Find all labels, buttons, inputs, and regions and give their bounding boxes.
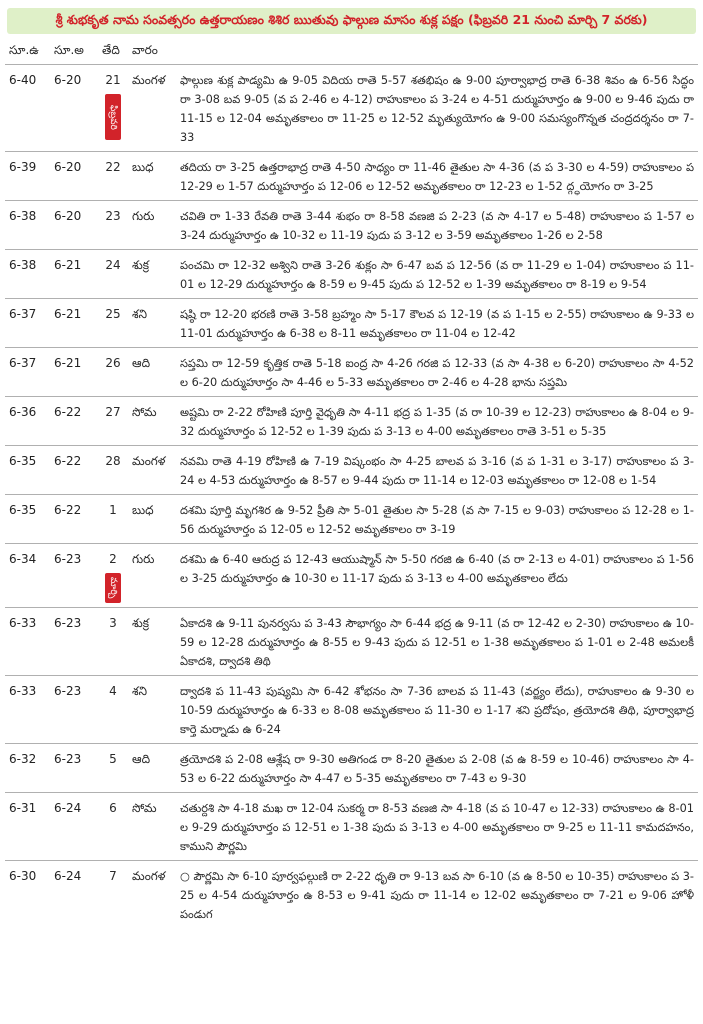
details-cell: చతుర్దశి సా 4-18 మఖ రా 12-04 సుకర్మ రా 8-53 వణజి సా 4-18 (వ ప 10-47 ల 12-33) రాహుకాలం ఉ 8-01 ల 9-29 దుర్ముహూర్తం ప 12-51 ల 1-38 పుదు ప 3-13 ల 4-00 అమృతకాలం రా 9-25 ల 11-11 కామదహనం, కాముని పౌర్ణమి [172,793,698,861]
sunrise-time: 6-31 [5,793,50,861]
sunrise-time: 6-34 [5,544,50,608]
table-row [5,397,698,446]
date-number: 25 [105,307,121,321]
sunset-time: 6-22 [50,397,98,446]
date-cell [98,299,128,348]
date-cell [98,446,128,495]
sunset-time: 6-20 [50,65,98,152]
sunset-time: 6-22 [50,446,98,495]
sunrise-time: 6-35 [5,495,50,544]
sunrise-time: 6-33 [5,676,50,744]
sunrise-time: 6-30 [5,861,50,929]
date-cell [98,250,128,299]
col-sunset: సూ.అ [54,42,84,57]
table-row [5,446,698,495]
weekday-cell: గురు [128,544,172,608]
weekday-cell: గురు [128,201,172,250]
details-cell: ఏకాదశి ఉ 9-11 పునర్వసు ప 3-43 సౌభాగ్యం సా 6-44 భద్ర ఉ 9-11 (వ రా 12-42 ల 2-30) రాహుకాలం ఉ 10-59 ల 12-28 దుర్ముహూర్తం ఉ 8-55 ల 9-43 పుదు ప 12-51 ల 1-38 అమృతకాలం ప 1-01 ల 2-48 అమలకీ ఏకాదశి, ద్వాదశి తిథి [172,608,698,676]
sunset-time: 6-20 [50,152,98,201]
table-row [5,152,698,201]
details-cell: సప్తమి రా 12-59 కృత్తిక రాతె 5-18 ఐంద్ర సా 4-26 గరజి ప 12-33 (వ సా 4-38 ల 6-20) రాహుకాలం సా 4-52 ల 6-20 దుర్ముహూర్తం సా 4-46 ల 5-33 అమృతకాలం రా 2-46 ల 4-28 భాను సప్తమి [172,348,698,397]
date-cell [98,676,128,744]
sunrise-time: 6-35 [5,446,50,495]
date-number: 5 [109,752,117,766]
date-cell [98,152,128,201]
sunset-time: 6-21 [50,299,98,348]
date-cell [98,861,128,929]
weekday-cell: మంగళ [128,861,172,929]
details-cell: ○ పౌర్ణమి సా 6-10 పూర్వఫల్గుణి రా 2-22 ధృతి రా 9-13 బవ సా 6-10 (వ ఉ 8-50 ల 10-35) రాహుకాలం ప 3-25 ల 4-54 దుర్ముహూర్తం ఉ 8-53 ల 9-41 పుదు రా 11-14 ల 12-02 అమృతకాలం రా 7-21 ల 9-06 హోళీ పండుగ [172,861,698,929]
weekday-cell: ఆది [128,348,172,397]
date-cell [98,65,128,152]
weekday-cell: బుధ [128,152,172,201]
weekday-cell: సోమ [128,397,172,446]
table-row [5,676,698,744]
date-number: 1 [109,503,117,517]
weekday-cell: శుక్ర [128,250,172,299]
details-cell: షష్ఠి రా 12-20 భరణి రాతె 3-58 బ్రహ్మం సా 5-17 కౌలవ ప 12-19 (వ ప 1-15 ల 2-55) రాహుకాలం ఉ 9-33 ల 11-01 దుర్ముహూర్తం ఉ 6-38 ల 8-11 అమృతకాలం రా 11-04 ల 12-42 [172,299,698,348]
date-number: 27 [105,405,121,419]
weekday-cell: సోమ [128,793,172,861]
table-row [5,495,698,544]
sunrise-time: 6-37 [5,348,50,397]
panchangam-table [5,38,698,928]
date-cell [98,397,128,446]
col-details [172,38,698,65]
sunrise-time: 6-37 [5,299,50,348]
details-cell: తదియ రా 3-25 ఉత్తరాభాద్ర రాతె 4-50 సాధ్యం రా 11-46 తైతుల సా 4-36 (వ ప 3-30 ల 4-59) రాహుకాలం ప 12-29 ల 1-57 దుర్ముహూర్తం ప 12-06 ల 12-52 అమృతకాలం రా 12-23 ల 1-52 ద్గ్ధయోగం రా 3-25 [172,152,698,201]
details-cell: పంచమి రా 12-32 అశ్విని రాతె 3-26 శుక్లం సా 6-47 బవ ప 12-56 (వ రా 11-29 ల 1-04) రాహుకాలం ప 11-01 ల 12-29 దుర్ముహూర్తం ఉ 8-59 ల 9-45 పుదు ప 12-52 ల 1-39 అమృతకాలం రా 8-19 ల 9-54 [172,250,698,299]
date-number: 22 [105,160,121,174]
table-row [5,348,698,397]
weekday-cell: బుధ [128,495,172,544]
details-cell: ఫాల్గుణ శుక్ల పాడ్యమి ఉ 9-05 విదియ రాతె 5-57 శతభిషం ఉ 9-00 పూర్వాభాద్ర రాతె 6-38 శివం ఉ 6-56 సిద్ధం రా 3-08 బవ 9-05 (వ ప 2-46 ల 4-12) రాహుకాలం ప 3-24 ల 4-51 దుర్ముహూర్తం ఉ 9-00 ల 9-46 పుదు రా 11-15 ల 12-04 అమృతకాలం రా 11-25 ల 12-52 మృత్యుయోగం ఉ 9-00 సమస్యంగొన్నత చంద్రదర్శనం రా 7-33 [172,65,698,152]
table-row [5,544,698,608]
date-number: 6 [109,801,117,815]
date-cell [98,201,128,250]
sunrise-time: 6-36 [5,397,50,446]
date-cell [98,348,128,397]
date-number: 2 [109,552,117,566]
table-row [5,608,698,676]
col-date: తేది [102,42,120,57]
weekday-cell: మంగళ [128,65,172,152]
table-row [5,201,698,250]
month-tag: ఫిబ్రవరి [105,94,121,140]
month-tag: మార్చి [105,573,121,603]
table-row [5,861,698,929]
table-row [5,299,698,348]
sunset-time: 6-21 [50,250,98,299]
date-number: 28 [105,454,121,468]
sunset-time: 6-23 [50,676,98,744]
weekday-cell: శని [128,299,172,348]
table-row [5,744,698,793]
date-number: 7 [109,869,117,883]
weekday-cell: మంగళ [128,446,172,495]
details-cell: చవితి రా 1-33 రేవతి రాతె 3-44 శుభం రా 8-58 వణజి ప 2-23 (వ సా 4-17 ల 5-48) రాహుకాలం ప 1-57 ల 3-24 దుర్ముహూర్తం ఉ 10-32 ల 11-19 పుదు ప 3-12 ల 3-59 అమృతకాలం 1-26 ల 2-58 [172,201,698,250]
col-weekday: వారం [132,42,158,57]
details-cell: అష్టమి రా 2-22 రోహిణి పూర్తి వైధృతి సా 4-11 భద్ర ప 1-35 (వ రా 10-39 ల 12-23) రాహుకాలం ఉ 8-04 ల 9-32 దుర్ముహూర్తం ప 12-52 ల 1-39 పుదు ప 3-13 ల 4-00 అమృతకాలం రాతె 3-51 ల 5-35 [172,397,698,446]
weekday-cell: శని [128,676,172,744]
date-number: 26 [105,356,121,370]
date-number: 23 [105,209,121,223]
sunset-time: 6-21 [50,348,98,397]
table-row [5,65,698,152]
sunset-time: 6-20 [50,201,98,250]
weekday-cell: శుక్ర [128,608,172,676]
date-number: 4 [109,684,117,698]
sunrise-time: 6-33 [5,608,50,676]
sunrise-time: 6-32 [5,744,50,793]
details-cell: దశమి పూర్తి మృగశిర ఉ 9-52 ప్రీతి సా 5-01 తైతుల సా 5-28 (వ సా 7-15 ల 9-03) రాహుకాలం ప 12-28 ల 1-56 దుర్ముహూర్తం ప 12-05 ల 12-52 అమృతకాలం రా 3-19 [172,495,698,544]
date-cell [98,793,128,861]
details-cell: దశమి ఉ 6-40 ఆరుద్ర ప 12-43 ఆయుష్మాన్ సా 5-50 గరజి ఉ 6-40 (వ రా 2-13 ల 4-01) రాహుకాలం ప 1-56 ల 3-25 దుర్ముహూర్తం ఉ 10-30 ల 11-17 పుదు ప 3-13 ల 4-00 అమృతకాలం లేదు [172,544,698,608]
sunset-time: 6-23 [50,544,98,608]
date-cell [98,495,128,544]
date-cell [98,744,128,793]
header-title: శ్రీ శుభకృత నామ సంవత్సరం ఉత్తరాయణం శిశిర ఋతువు ఫాల్గుణ మాసం శుక్ల పక్షం (ఫిబ్రవరి 21 నుంచి మార్చి 7 వరకు) [55,11,648,27]
col-sunrise: సూ.ఉ [9,42,39,57]
date-number: 24 [105,258,121,272]
date-number: 3 [109,616,117,630]
sunset-time: 6-23 [50,744,98,793]
table-row [5,793,698,861]
sunrise-time: 6-38 [5,201,50,250]
weekday-cell: ఆది [128,744,172,793]
sunset-time: 6-22 [50,495,98,544]
sunrise-time: 6-39 [5,152,50,201]
details-cell: త్రయోదశి ప 2-08 ఆశ్లేష రా 9-30 అతిగండ రా 8-20 తైతుల ప 2-08 (వ ఉ 8-59 ల 10-46) రాహుకాలం సా 4-53 ల 6-22 దుర్ముహూర్తం సా 4-47 ల 5-35 అమృతకాలం రా 7-43 ల 9-30 [172,744,698,793]
date-cell [98,544,128,608]
table-row [5,250,698,299]
calendar-header [7,8,696,34]
date-cell [98,608,128,676]
date-number: 21 [105,73,121,87]
sunset-time: 6-23 [50,608,98,676]
details-cell: నవమి రాతె 4-19 రోహిణి ఉ 7-19 విష్కంభం సా 4-25 బాలవ ప 3-16 (వ ప 1-31 ల 3-17) రాహుకాలం ప 3-24 ల 4-53 దుర్ముహూర్తం ఉ 8-57 ల 9-44 పుదు రా 11-14 ల 12-03 అమృతకాలం రా 12-08 ల 1-54 [172,446,698,495]
sunset-time: 6-24 [50,793,98,861]
sunset-time: 6-24 [50,861,98,929]
table-header-row [5,38,698,65]
sunrise-time: 6-40 [5,65,50,152]
sunrise-time: 6-38 [5,250,50,299]
details-cell: ద్వాదశి ప 11-43 పుష్యమి సా 6-42 శోభనం సా 7-36 బాలవ ప 11-43 (వర్జ్యం లేదు), రాహుకాలం ఉ 9-30 ల 10-59 దుర్ముహూర్తం ఉ 6-33 ల 8-08 అమృతకాలం ప 11-30 ల 1-17 శని ప్రదోషం, త్రయోదశి తిథి, పూర్వాభాద్ర కార్తె మర్నాడు ఉ 6-24 [172,676,698,744]
